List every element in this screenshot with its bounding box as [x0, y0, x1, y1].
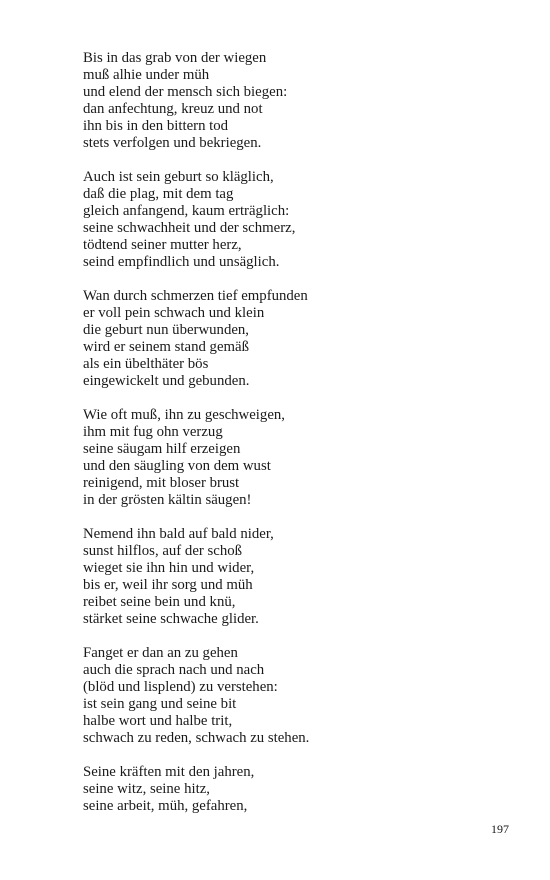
- poem-line: Nemend ihn bald auf bald nider,: [83, 526, 274, 542]
- poem-line: in der grösten kältin säugen!: [83, 492, 252, 508]
- poem-line: und den säugling von dem wust: [83, 458, 271, 474]
- poem-line: ihm mit fug ohn verzug: [83, 424, 223, 440]
- poem-line: reinigend, mit bloser brust: [83, 475, 240, 491]
- poem-line: er voll pein schwach und klein: [83, 305, 265, 321]
- poem-line: reibet seine bein und knü,: [83, 594, 236, 610]
- poem-line: dan anfechtung, kreuz und not: [83, 101, 263, 117]
- poem-line: bis er, weil ihr sorg und müh: [83, 577, 253, 593]
- poem-line: halbe wort und halbe trit,: [83, 713, 233, 729]
- poem-line: auch die sprach nach und nach: [83, 662, 265, 678]
- poem-line: und elend der mensch sich biegen:: [83, 84, 288, 100]
- stanza-2: [83, 169, 503, 271]
- poem-line: Fanget er dan an zu gehen: [83, 645, 238, 661]
- poem-line: gleich anfangend, kaum erträglich:: [83, 203, 290, 219]
- stanza-5: [83, 526, 503, 628]
- poem-line: (blöd und lisplend) zu verstehen:: [83, 679, 278, 695]
- poem-line: eingewickelt und gebunden.: [83, 373, 250, 389]
- poem-line: schwach zu reden, schwach zu stehen.: [83, 730, 310, 746]
- poem-line: ist sein gang und seine bit: [83, 696, 237, 712]
- poem-body: [83, 50, 503, 832]
- poem-line: seine säugam hilf erzeigen: [83, 441, 241, 457]
- poem-line: wieget sie ihn hin und wider,: [83, 560, 255, 576]
- poem-line: stärket seine schwache glider.: [83, 611, 259, 627]
- poem-line: daß die plag, mit dem tag: [83, 186, 234, 202]
- poem-line: seind empfindlich und unsäglich.: [83, 254, 280, 270]
- poem-line: seine arbeit, müh, gefahren,: [83, 798, 248, 814]
- page-number: 197: [491, 822, 509, 836]
- stanza-4: [83, 407, 503, 509]
- poem-line: ihn bis in den bittern tod: [83, 118, 229, 134]
- poem-line: wird er seinem stand gemäß: [83, 339, 250, 355]
- poem-line: stets verfolgen und bekriegen.: [83, 135, 262, 151]
- poem-line: seine witz, seine hitz,: [83, 781, 210, 797]
- poem-line: Wie oft muß, ihn zu geschweigen,: [83, 407, 285, 423]
- poem-line: die geburt nun überwunden,: [83, 322, 250, 338]
- poem-line: tödtend seiner mutter herz,: [83, 237, 242, 253]
- stanza-1: [83, 50, 503, 152]
- poem-line: Seine kräften mit den jahren,: [83, 764, 255, 780]
- stanza-6: [83, 645, 503, 747]
- poem-line: sunst hilflos, auf der schoß: [83, 543, 243, 559]
- poem-line: Wan durch schmerzen tief empfunden: [83, 288, 308, 304]
- poem-line: Auch ist sein geburt so kläglich,: [83, 169, 274, 185]
- poem-line: als ein übelthäter bös: [83, 356, 209, 372]
- stanza-7: [83, 764, 503, 815]
- poem-line: Bis in das grab von der wiegen: [83, 50, 267, 66]
- stanza-3: [83, 288, 503, 390]
- poem-line: seine schwachheit und der schmerz,: [83, 220, 296, 236]
- poem-line: muß alhie under müh: [83, 67, 210, 83]
